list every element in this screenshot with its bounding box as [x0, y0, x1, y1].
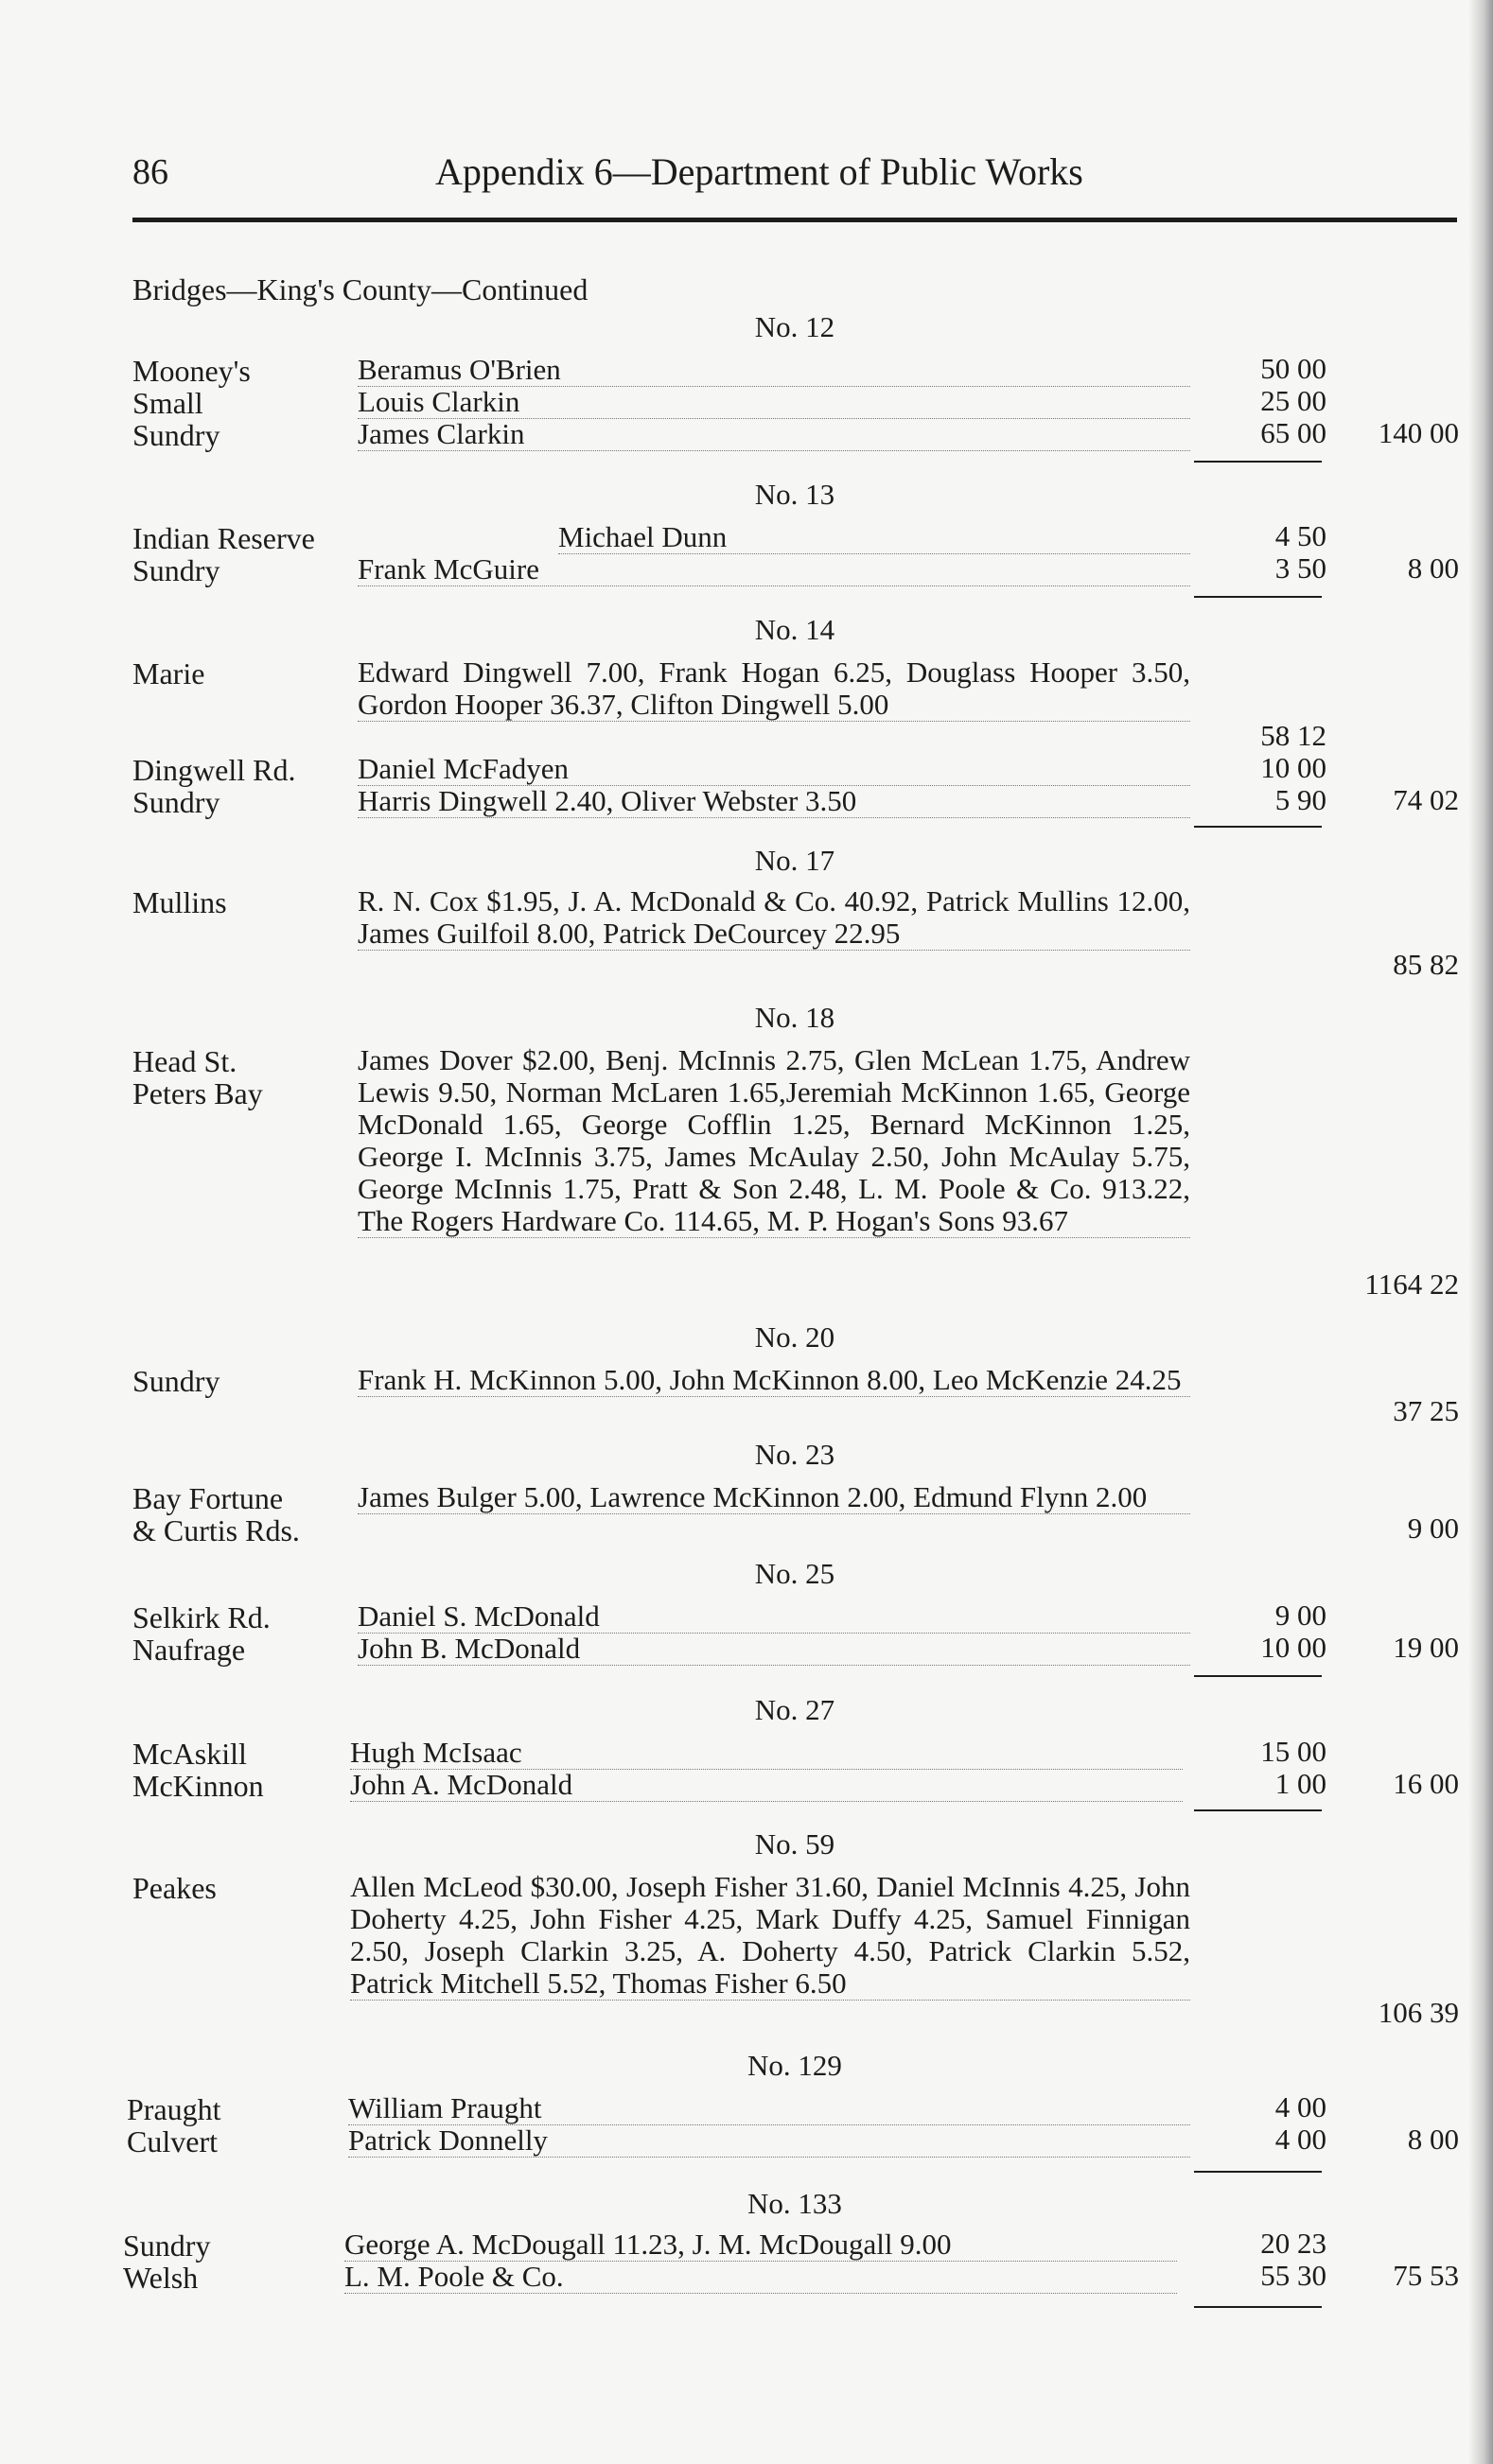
- row-name: Sundry: [132, 553, 220, 587]
- heading-no-20: No. 20: [754, 1320, 835, 1354]
- row-desc: Frank McGuire: [358, 553, 1190, 586]
- row-desc: Harris Dingwell 2.40, Oliver Webster 3.50: [358, 785, 1190, 818]
- heading-no-13: No. 13: [754, 478, 835, 511]
- row-name: Head St.: [132, 1044, 237, 1078]
- row-name: Praught: [127, 2092, 221, 2126]
- heading-no-14: No. 14: [754, 613, 835, 646]
- row-desc: Allen McLeod $30.00, Joseph Fisher 31.60, Daniel McInnis 4.25, John Doherty 4.25, John Fisher 4.25, Mark Duffy 4.25, Samuel Finnigan 2.50, Joseph Clarkin 3.25, A. Doherty 4.50, Patrick Clarkin 5.52, Patrick Mitchell 5.52, Thomas Fisher 6.50: [350, 1870, 1190, 2000]
- row-desc: Hugh McIsaac: [350, 1737, 1183, 1770]
- row-desc: Edward Dingwell 7.00, Frank Hogan 6.25, Douglass Hooper 3.50, Gordon Hooper 36.37, Clifton Dingwell 5.00: [358, 655, 1190, 721]
- row-name-continued: & Curtis Rds.: [132, 1513, 300, 1547]
- sum-rule: [1194, 1675, 1322, 1677]
- row-amount: 15 00: [1260, 1735, 1326, 1768]
- sum-rule: [1194, 2171, 1322, 2173]
- heading-no-133: No. 133: [747, 2187, 842, 2220]
- row-name: Culvert: [127, 2124, 218, 2158]
- row-amount: 20 23: [1260, 2227, 1326, 2260]
- row-name: McKinnon: [132, 1769, 264, 1803]
- row-name: Welsh: [123, 2261, 199, 2295]
- row-name: Mooney's: [132, 354, 251, 388]
- heading-no-27: No. 27: [754, 1693, 835, 1726]
- page-edge-shadow: [1468, 0, 1493, 2464]
- sum-rule: [1194, 461, 1322, 463]
- row-desc: James Bulger 5.00, Lawrence McKinnon 2.00, Edmund Flynn 2.00: [358, 1481, 1190, 1514]
- row-desc: Patrick Donnelly: [348, 2124, 1190, 2158]
- row-desc: Daniel S. McDonald: [358, 1600, 1190, 1634]
- row-total: 74 02: [1393, 783, 1459, 816]
- row-amount: 50 00: [1260, 352, 1326, 385]
- heading-no-12: No. 12: [754, 310, 835, 343]
- page-number: 86: [132, 152, 168, 192]
- row-desc: R. N. Cox $1.95, J. A. McDonald & Co. 40.92, Patrick Mullins 12.00, James Guilfoil 8.00, Patrick DeCourcey 22.95: [358, 884, 1190, 950]
- row-desc: William Praught: [348, 2092, 1190, 2125]
- row-desc: Louis Clarkin: [358, 386, 1190, 419]
- row-total: 8 00: [1407, 551, 1459, 585]
- row-desc: Daniel McFadyen: [358, 753, 1190, 786]
- row-amount: 1 00: [1274, 1767, 1326, 1800]
- heading-no-18: No. 18: [754, 1001, 835, 1034]
- row-desc: James Dover $2.00, Benj. McInnis 2.75, Glen McLean 1.75, Andrew Lewis 9.50, Norman McLaren 1.65,Jeremiah McKinnon 1.65, George McDonald 1.65, George Cofflin 1.25, Bernard McKinnon 1.25, George I. McInnis 3.75, James McAulay 2.50, John McAulay 5.75, George McInnis 1.75, Pratt & Son 2.48, L. M. Poole & Co. 913.22, The Rogers Hardware Co. 114.65, M. P. Hogan's Sons 93.67: [358, 1043, 1190, 1237]
- row-amount: 4 00: [1274, 2123, 1326, 2156]
- row-amount: 4 50: [1274, 519, 1326, 552]
- row-desc: James Clarkin: [358, 418, 1190, 451]
- row-name: Sundry: [132, 418, 220, 452]
- row-name: Sundry: [132, 1364, 220, 1398]
- row-name: Sundry: [123, 2228, 211, 2263]
- heading-no-17: No. 17: [754, 844, 835, 877]
- heading-no-129: No. 129: [747, 2049, 842, 2082]
- row-total: 9 00: [1407, 1512, 1459, 1545]
- row-amount: 25 00: [1260, 384, 1326, 417]
- heading-no-23: No. 23: [754, 1438, 835, 1471]
- row-desc: Michael Dunn: [558, 521, 1190, 554]
- header-rule: [132, 218, 1457, 222]
- row-amount: 10 00: [1260, 1631, 1326, 1664]
- sum-rule: [1194, 1809, 1322, 1811]
- row-total: 8 00: [1407, 2123, 1459, 2156]
- row-amount: 10 00: [1260, 751, 1326, 784]
- row-total: 140 00: [1378, 416, 1459, 449]
- row-desc: John B. McDonald: [358, 1633, 1190, 1666]
- row-name: Small: [132, 386, 203, 420]
- row-amount: 9 00: [1274, 1599, 1326, 1632]
- row-total: 37 25: [1393, 1394, 1459, 1427]
- row-desc: John A. McDonald: [350, 1769, 1183, 1802]
- row-amount: 5 90: [1274, 783, 1326, 816]
- row-name: Marie: [132, 656, 205, 690]
- page-title: Appendix 6—Department of Public Works: [435, 150, 1083, 193]
- row-amount: 55 30: [1260, 2259, 1326, 2292]
- sum-rule: [1194, 2306, 1322, 2308]
- row-total: 75 53: [1393, 2259, 1459, 2292]
- sum-rule: [1194, 596, 1322, 598]
- row-name-continued: Peters Bay: [132, 1076, 263, 1110]
- row-total: 85 82: [1393, 948, 1459, 981]
- row-desc: Frank H. McKinnon 5.00, John McKinnon 8.00, Leo McKenzie 24.25: [358, 1364, 1190, 1397]
- row-name: Bay Fortune: [132, 1481, 284, 1515]
- heading-no-25: No. 25: [754, 1557, 835, 1590]
- sum-rule: [1194, 826, 1322, 828]
- row-total: 19 00: [1393, 1631, 1459, 1664]
- row-name: McAskill: [132, 1737, 247, 1771]
- row-name: Dingwell Rd.: [132, 753, 296, 787]
- row-amount: 3 50: [1274, 551, 1326, 585]
- row-total: 106 39: [1378, 1996, 1459, 2029]
- row-amount: 4 00: [1274, 2090, 1326, 2123]
- row-desc: Beramus O'Brien: [358, 354, 1190, 387]
- row-name: Naufrage: [132, 1633, 246, 1667]
- row-name: Selkirk Rd.: [132, 1600, 271, 1634]
- row-amount: 58 12: [1260, 719, 1326, 752]
- row-name: Sundry: [132, 785, 220, 819]
- section-title: Bridges—King's County—Continued: [132, 272, 588, 306]
- row-desc: L. M. Poole & Co.: [344, 2261, 1177, 2294]
- row-name: Peakes: [132, 1871, 217, 1905]
- row-desc: George A. McDougall 11.23, J. M. McDougall 9.00: [344, 2228, 1177, 2262]
- row-total: 1164 22: [1364, 1267, 1459, 1301]
- row-total: 16 00: [1393, 1767, 1459, 1800]
- row-amount: 65 00: [1260, 416, 1326, 449]
- row-name: Mullins: [132, 885, 227, 919]
- heading-no-59: No. 59: [754, 1827, 835, 1861]
- row-name: Indian Reserve: [132, 521, 315, 555]
